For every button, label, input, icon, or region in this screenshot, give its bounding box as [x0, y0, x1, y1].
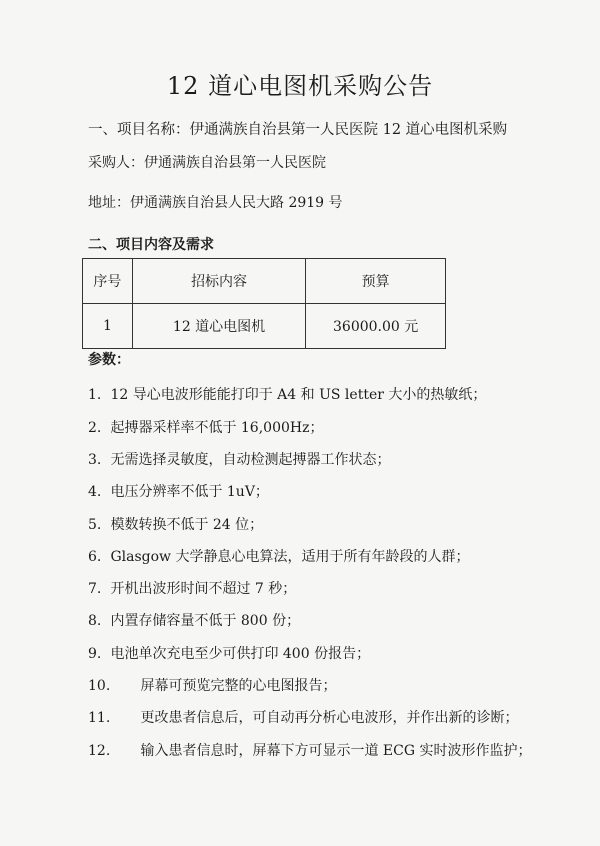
- list-item: [88, 384, 486, 404]
- list-item-number: 7.: [88, 581, 102, 597]
- list-item-number: 8.: [88, 613, 102, 629]
- purchaser: 采购人：伊通满族自治县第一人民医院: [88, 155, 326, 171]
- list-item-number: 10.: [88, 678, 111, 694]
- table-cell: 1: [83, 304, 133, 349]
- list-item: [88, 546, 469, 566]
- requirements-table: [82, 258, 446, 349]
- list-item-number: 1.: [88, 387, 102, 403]
- list-item-text: Glasgow 大学静息心电算法，适用于所有年龄段的人群；: [110, 549, 470, 565]
- list-item-text: 输入患者信息时，屏幕下方可显示一道 ECG 实时波形作监护；: [140, 743, 532, 759]
- list-item-text: 模数转换不低于 24 位；: [110, 517, 264, 533]
- list-item: [88, 707, 518, 727]
- address: 地址：伊通满族自治县人民大路 2919 号: [88, 195, 343, 211]
- list-item: [88, 740, 531, 760]
- list-item: [88, 675, 336, 695]
- list-item-text: 屏幕可预览完整的心电图报告；: [140, 678, 337, 694]
- table-row: [83, 304, 446, 349]
- list-item-text: 电压分辨率不低于 1uV；: [110, 484, 269, 500]
- list-item-number: 9.: [88, 646, 102, 662]
- section2-heading: 二、项目内容及需求: [88, 237, 214, 253]
- list-item-text: 内置存储容量不低于 800 份；: [110, 613, 301, 629]
- list-item: [88, 578, 296, 598]
- list-item-text: 电池单次充电至少可供打印 400 份报告；: [110, 646, 371, 662]
- list-item: [88, 417, 323, 437]
- list-item-number: 2.: [88, 420, 102, 436]
- list-item-number: 6.: [88, 549, 102, 565]
- project-name: 一、项目名称：伊通满族自治县第一人民医院 12 道心电图机采购: [88, 122, 508, 138]
- table-cell: 12 道心电图机: [132, 304, 305, 349]
- list-item-text: 更改患者信息后，可自动再分析心电波形，并作出新的诊断；: [140, 710, 519, 726]
- list-item-text: 起搏器采样率不低于 16,000Hz；: [110, 420, 324, 436]
- list-item-text: 开机出波形时间不超过 7 秒；: [110, 581, 297, 597]
- list-item: [88, 449, 390, 469]
- table-header-cell: 序号: [83, 259, 133, 304]
- list-item-number: 5.: [88, 517, 102, 533]
- table-header-cell: 预算: [306, 259, 446, 304]
- list-item: [88, 514, 263, 534]
- table-header-cell: 招标内容: [132, 259, 305, 304]
- page-title: 12 道心电图机采购公告: [166, 72, 434, 100]
- params-heading: 参数：: [88, 352, 130, 368]
- list-item: [88, 610, 300, 630]
- list-item-number: 4.: [88, 484, 102, 500]
- table-header-row: [83, 259, 446, 304]
- list-item-text: 12 导心电波形能能打印于 A4 和 US letter 大小的热敏纸；: [110, 387, 487, 403]
- list-item-text: 无需选择灵敏度，自动检测起搏器工作状态；: [110, 452, 391, 468]
- list-item: [88, 643, 370, 663]
- table-cell: 36000.00 元: [306, 304, 446, 349]
- list-item: [88, 481, 269, 501]
- list-item-number: 11.: [88, 710, 111, 726]
- list-item-number: 3.: [88, 452, 102, 468]
- list-item-number: 12.: [88, 743, 111, 759]
